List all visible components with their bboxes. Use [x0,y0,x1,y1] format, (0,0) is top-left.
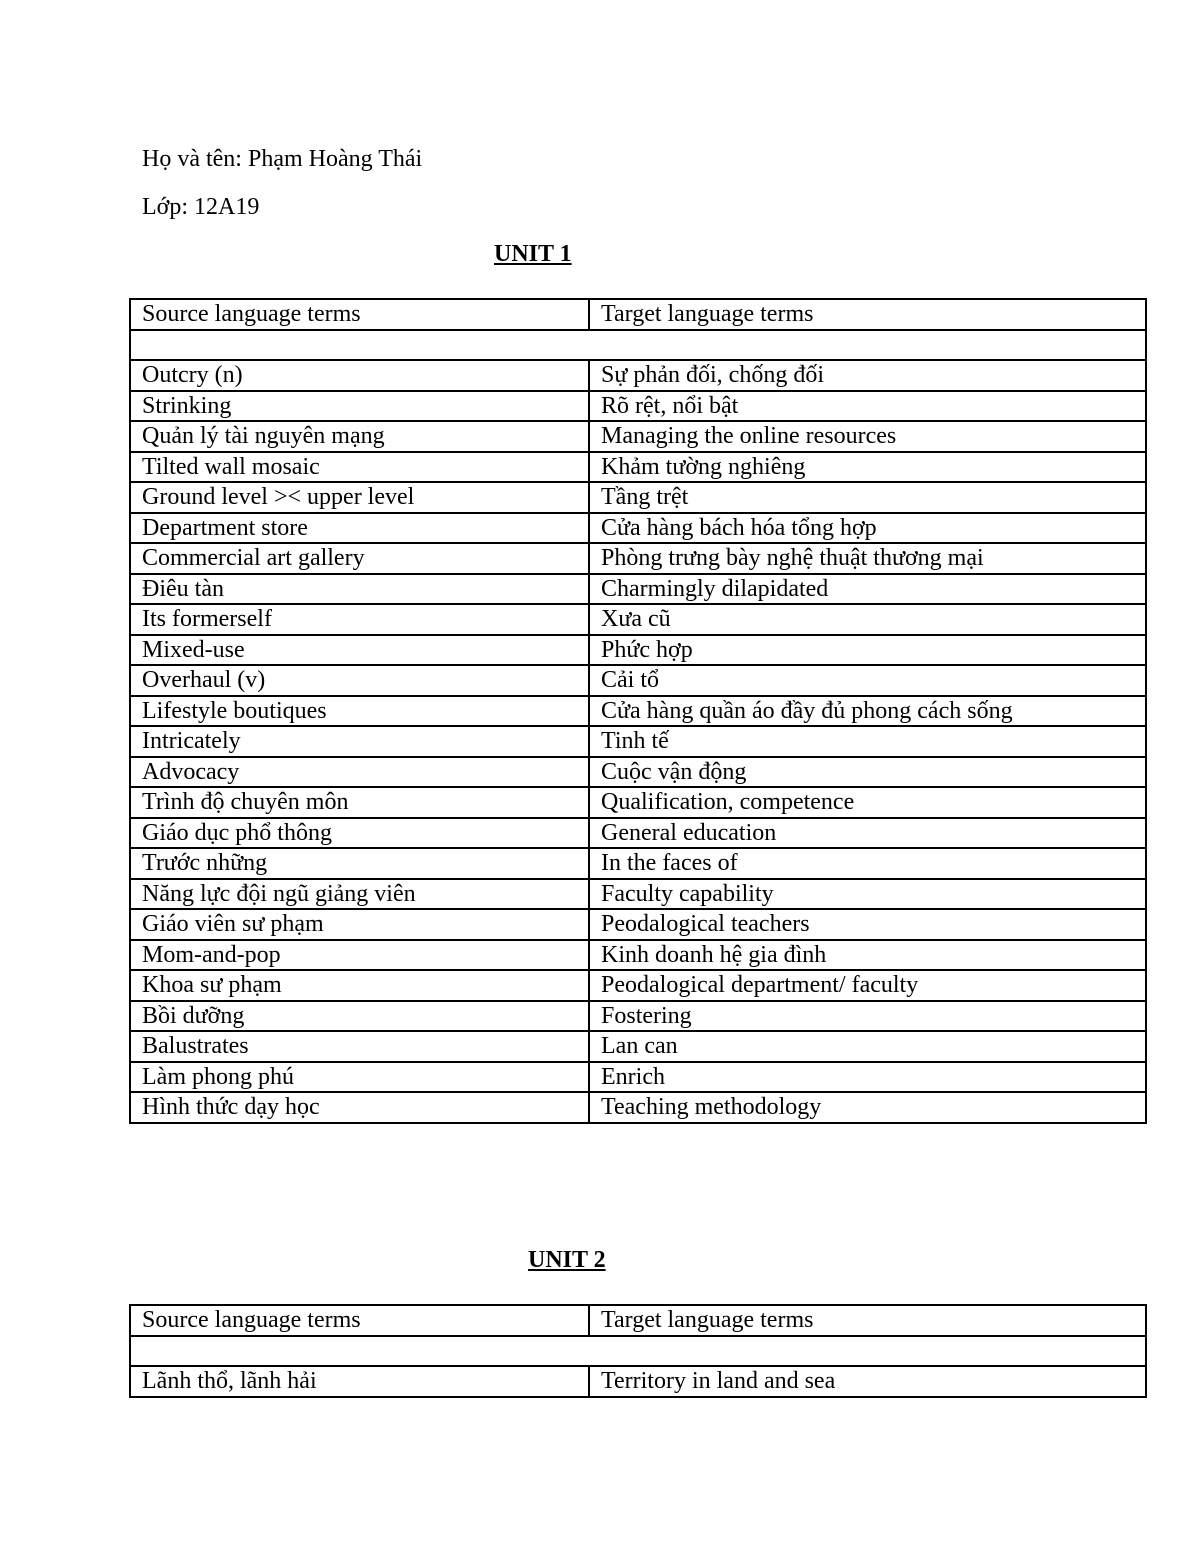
target-term-cell: Teaching methodology [589,1092,1146,1123]
target-term-cell: Charmingly dilapidated [589,574,1146,605]
target-header-cell: Target language terms [589,1305,1146,1336]
source-term-cell: Khoa sư phạm [130,970,589,1001]
target-term-cell: Managing the online resources [589,421,1146,452]
target-term-cell: Fostering [589,1001,1146,1032]
source-term-cell: Mom-and-pop [130,940,589,971]
unit-2-terms-table [129,1304,1147,1398]
source-header-cell: Source language terms [130,1305,589,1336]
target-term-cell: Xưa cũ [589,604,1146,635]
source-term-cell: Strinking [130,391,589,422]
table-row [130,696,1146,727]
table-row [130,1366,1146,1397]
table-row [130,391,1146,422]
table-row [130,848,1146,879]
source-term-cell: Năng lực đội ngũ giảng viên [130,879,589,910]
target-term-cell: Cải tổ [589,665,1146,696]
table-row [130,421,1146,452]
target-term-cell: Enrich [589,1062,1146,1093]
source-term-cell: Trước những [130,848,589,879]
target-term-cell: Faculty capability [589,879,1146,910]
source-header-cell: Source language terms [130,299,589,330]
source-term-cell: Làm phong phú [130,1062,589,1093]
table-row [130,543,1146,574]
target-term-cell: Cửa hàng bách hóa tổng hợp [589,513,1146,544]
table-row [130,360,1146,391]
student-name-line: Họ và tên: Phạm Hoàng Thái [142,146,423,172]
table-row [130,757,1146,788]
table-row [130,665,1146,696]
target-term-cell: Tinh tế [589,726,1146,757]
source-term-cell: Ground level >< upper level [130,482,589,513]
source-term-cell: Giáo viên sư phạm [130,909,589,940]
table-row [130,940,1146,971]
source-term-cell: Điêu tàn [130,574,589,605]
source-term-cell: Giáo dục phổ thông [130,818,589,849]
source-term-cell: Its formerself [130,604,589,635]
target-term-cell: In the faces of [589,848,1146,879]
table-row [130,513,1146,544]
table-row [130,787,1146,818]
table-row [130,604,1146,635]
target-term-cell: Phức hợp [589,635,1146,666]
target-term-cell: Khảm tường nghiêng [589,452,1146,483]
target-term-cell: Phòng trưng bày nghệ thuật thương mại [589,543,1146,574]
target-term-cell: Qualification, competence [589,787,1146,818]
table-row [130,818,1146,849]
table-row [130,452,1146,483]
source-term-cell: Advocacy [130,757,589,788]
unit-1-heading: UNIT 1 [494,241,572,267]
source-term-cell: Department store [130,513,589,544]
target-term-cell: Territory in land and sea [589,1366,1146,1397]
table-header-row [130,299,1146,330]
source-term-cell: Commercial art gallery [130,543,589,574]
table-row [130,879,1146,910]
source-term-cell: Outcry (n) [130,360,589,391]
source-term-cell: Hình thức dạy học [130,1092,589,1123]
target-header-cell: Target language terms [589,299,1146,330]
target-term-cell: Tầng trệt [589,482,1146,513]
target-term-cell: Lan can [589,1031,1146,1062]
source-term-cell: Intricately [130,726,589,757]
target-term-cell: General education [589,818,1146,849]
target-term-cell: Rõ rệt, nổi bật [589,391,1146,422]
empty-spacer-row [130,1336,1146,1367]
source-term-cell: Overhaul (v) [130,665,589,696]
source-term-cell: Tilted wall mosaic [130,452,589,483]
source-term-cell: Bồi dưỡng [130,1001,589,1032]
source-term-cell: Quản lý tài nguyên mạng [130,421,589,452]
table-row [130,909,1146,940]
target-term-cell: Cuộc vận động [589,757,1146,788]
table-row [130,1092,1146,1123]
source-term-cell: Lifestyle boutiques [130,696,589,727]
target-term-cell: Peodalogical department/ faculty [589,970,1146,1001]
table-row [130,1031,1146,1062]
table-row [130,1001,1146,1032]
table-row [130,1062,1146,1093]
table-row [130,635,1146,666]
target-term-cell: Peodalogical teachers [589,909,1146,940]
unit-2-heading: UNIT 2 [528,1247,606,1273]
source-term-cell: Lãnh thổ, lãnh hải [130,1366,589,1397]
table-header-row [130,1305,1146,1336]
table-row [130,726,1146,757]
empty-spacer-row [130,330,1146,361]
source-term-cell: Mixed-use [130,635,589,666]
source-term-cell: Trình độ chuyên môn [130,787,589,818]
target-term-cell: Kinh doanh hệ gia đình [589,940,1146,971]
empty-cell [130,1336,1146,1367]
target-term-cell: Sự phản đối, chống đối [589,360,1146,391]
source-term-cell: Balustrates [130,1031,589,1062]
target-term-cell: Cửa hàng quần áo đầy đủ phong cách sống [589,696,1146,727]
student-class-line: Lớp: 12A19 [142,194,260,220]
table-row [130,574,1146,605]
unit-1-terms-table [129,298,1147,1124]
empty-cell [130,330,1146,361]
table-row [130,970,1146,1001]
table-row [130,482,1146,513]
